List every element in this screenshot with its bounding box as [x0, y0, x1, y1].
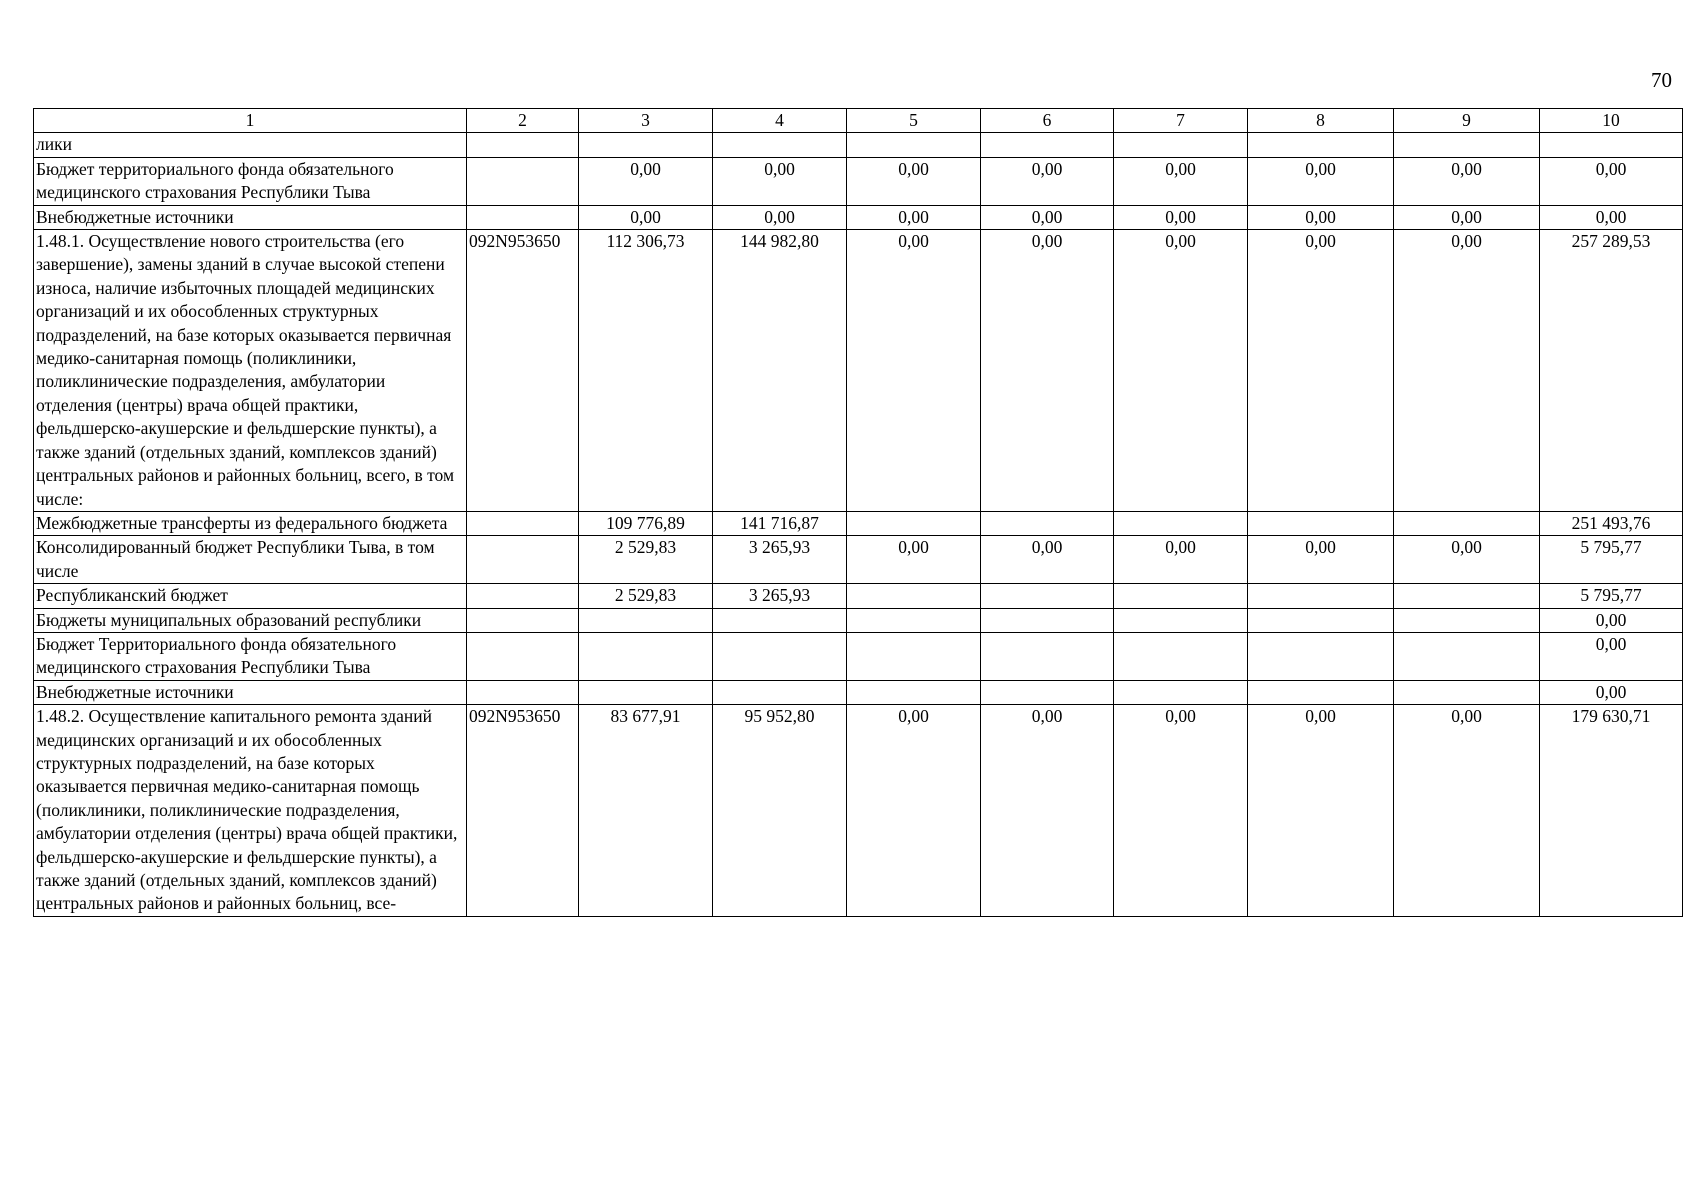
- row-value-cell: [579, 133, 713, 157]
- row-code-cell: [467, 608, 579, 632]
- row-value-cell: 0,00: [1248, 230, 1394, 512]
- table-row: [34, 205, 1683, 229]
- column-header-8: 8: [1248, 109, 1394, 133]
- row-name-cell: Внебюджетные источники: [34, 680, 467, 704]
- row-name-cell: Республиканский бюджет: [34, 584, 467, 608]
- table-row: [34, 680, 1683, 704]
- column-header-2: 2: [467, 109, 579, 133]
- column-header-7: 7: [1114, 109, 1248, 133]
- row-value-cell: 5 795,77: [1540, 536, 1683, 584]
- row-value-cell: [1394, 680, 1540, 704]
- table-row: [34, 536, 1683, 584]
- row-code-cell: [467, 584, 579, 608]
- table-row: [34, 632, 1683, 680]
- column-header-10: 10: [1540, 109, 1683, 133]
- row-value-cell: 0,00: [1114, 705, 1248, 917]
- row-code-cell: 092N953650: [467, 705, 579, 917]
- row-value-cell: 0,00: [1394, 205, 1540, 229]
- column-header-3: 3: [579, 109, 713, 133]
- row-value-cell: [1114, 584, 1248, 608]
- row-value-cell: [1394, 511, 1540, 535]
- page-number: 70: [1651, 68, 1672, 92]
- row-value-cell: [1248, 608, 1394, 632]
- row-value-cell: [847, 680, 981, 704]
- table-row: [34, 157, 1683, 205]
- row-value-cell: [847, 632, 981, 680]
- row-name-cell: Бюджеты муниципальных образований республики: [34, 608, 467, 632]
- table-row: [34, 511, 1683, 535]
- row-value-cell: [713, 133, 847, 157]
- row-code-cell: [467, 133, 579, 157]
- row-value-cell: 0,00: [1540, 632, 1683, 680]
- column-header-4: 4: [713, 109, 847, 133]
- row-value-cell: [1248, 511, 1394, 535]
- row-code-cell: 092N953650: [467, 230, 579, 512]
- column-header-6: 6: [981, 109, 1114, 133]
- row-value-cell: 251 493,76: [1540, 511, 1683, 535]
- row-value-cell: 0,00: [713, 205, 847, 229]
- row-value-cell: 0,00: [1114, 230, 1248, 512]
- row-value-cell: 0,00: [1540, 157, 1683, 205]
- table-row: [34, 705, 1683, 917]
- row-value-cell: 0,00: [579, 157, 713, 205]
- row-value-cell: 0,00: [847, 536, 981, 584]
- row-value-cell: 0,00: [1248, 205, 1394, 229]
- row-value-cell: 83 677,91: [579, 705, 713, 917]
- row-value-cell: [1248, 133, 1394, 157]
- row-value-cell: [847, 584, 981, 608]
- row-value-cell: 0,00: [847, 705, 981, 917]
- row-code-cell: [467, 680, 579, 704]
- row-value-cell: 141 716,87: [713, 511, 847, 535]
- row-value-cell: [713, 632, 847, 680]
- row-value-cell: 3 265,93: [713, 536, 847, 584]
- row-value-cell: [981, 511, 1114, 535]
- row-value-cell: [981, 632, 1114, 680]
- row-value-cell: 0,00: [1540, 680, 1683, 704]
- row-value-cell: [1540, 133, 1683, 157]
- row-value-cell: [579, 632, 713, 680]
- row-value-cell: [981, 608, 1114, 632]
- row-code-cell: [467, 205, 579, 229]
- row-value-cell: 2 529,83: [579, 584, 713, 608]
- row-value-cell: 109 776,89: [579, 511, 713, 535]
- row-value-cell: 0,00: [1248, 536, 1394, 584]
- row-value-cell: 0,00: [847, 205, 981, 229]
- budget-table: [33, 108, 1683, 917]
- row-value-cell: 0,00: [1540, 608, 1683, 632]
- row-value-cell: [713, 680, 847, 704]
- row-value-cell: [1394, 584, 1540, 608]
- row-value-cell: [1114, 632, 1248, 680]
- row-name-cell: Бюджет Территориального фонда обязательного медицинского страхования Республики Тыва: [34, 632, 467, 680]
- row-value-cell: [1394, 608, 1540, 632]
- row-value-cell: 0,00: [1114, 536, 1248, 584]
- row-value-cell: [1114, 133, 1248, 157]
- row-value-cell: 0,00: [1114, 157, 1248, 205]
- row-value-cell: 5 795,77: [1540, 584, 1683, 608]
- row-value-cell: 0,00: [981, 705, 1114, 917]
- row-value-cell: 0,00: [1394, 230, 1540, 512]
- row-value-cell: [1114, 608, 1248, 632]
- table-row: [34, 133, 1683, 157]
- row-value-cell: 0,00: [981, 157, 1114, 205]
- row-value-cell: [579, 608, 713, 632]
- row-name-cell: 1.48.1. Осуществление нового строительства (его завершение), замены зданий в случае высокой степени износа, наличие избыточных площадей медицинских организаций и их обособленных структурных подразделений, на базе которых оказывается первичная медико-санитарная помощь (поликлиники, поликлинические подразделения, амбулатории отделения (центры) врача общей практики, фельдшерско-акушерские и фельдшерские пункты), а также зданий (отдельных зданий, комплексов зданий) центральных районов и районных больниц, всего, в том числе:: [34, 230, 467, 512]
- row-name-cell: лики: [34, 133, 467, 157]
- row-value-cell: 2 529,83: [579, 536, 713, 584]
- column-header-5: 5: [847, 109, 981, 133]
- row-value-cell: 144 982,80: [713, 230, 847, 512]
- row-code-cell: [467, 511, 579, 535]
- table-header-row: [34, 109, 1683, 133]
- row-value-cell: 0,00: [1248, 705, 1394, 917]
- row-value-cell: 0,00: [981, 205, 1114, 229]
- row-code-cell: [467, 632, 579, 680]
- row-value-cell: 3 265,93: [713, 584, 847, 608]
- row-value-cell: 0,00: [713, 157, 847, 205]
- row-value-cell: [579, 680, 713, 704]
- row-value-cell: [1394, 632, 1540, 680]
- row-value-cell: [1248, 584, 1394, 608]
- row-name-cell: Внебюджетные источники: [34, 205, 467, 229]
- row-value-cell: 112 306,73: [579, 230, 713, 512]
- table-body: [34, 109, 1683, 917]
- row-value-cell: [981, 584, 1114, 608]
- row-name-cell: Межбюджетные трансферты из федерального бюджета: [34, 511, 467, 535]
- row-code-cell: [467, 157, 579, 205]
- row-value-cell: [1248, 680, 1394, 704]
- column-header-1: 1: [34, 109, 467, 133]
- row-value-cell: [981, 133, 1114, 157]
- row-value-cell: 179 630,71: [1540, 705, 1683, 917]
- row-value-cell: [981, 680, 1114, 704]
- row-value-cell: 0,00: [1114, 205, 1248, 229]
- row-value-cell: [1248, 632, 1394, 680]
- row-value-cell: 0,00: [981, 536, 1114, 584]
- row-value-cell: 0,00: [579, 205, 713, 229]
- row-value-cell: 0,00: [1540, 205, 1683, 229]
- row-value-cell: 0,00: [981, 230, 1114, 512]
- row-name-cell: Бюджет территориального фонда обязательного медицинского страхования Республики Тыва: [34, 157, 467, 205]
- row-value-cell: 0,00: [847, 157, 981, 205]
- row-name-cell: 1.48.2. Осуществление капитального ремонта зданий медицинских организаций и их обособленных структурных подразделений, на базе которых оказывается первичная медико-санитарная помощь (поликлиники, поликлинические подразделения, амбулатории отделения (центры) врача общей практики, фельдшерско-акушерские и фельдшерские пункты), а также зданий (отдельных зданий, комплексов зданий) центральных районов и районных больниц, все-: [34, 705, 467, 917]
- row-name-cell: Консолидированный бюджет Республики Тыва, в том числе: [34, 536, 467, 584]
- row-value-cell: 0,00: [1394, 536, 1540, 584]
- row-value-cell: 0,00: [847, 230, 981, 512]
- row-value-cell: 0,00: [1394, 705, 1540, 917]
- row-value-cell: [1394, 133, 1540, 157]
- row-value-cell: 0,00: [1394, 157, 1540, 205]
- table-row: [34, 584, 1683, 608]
- row-value-cell: [847, 608, 981, 632]
- row-value-cell: 95 952,80: [713, 705, 847, 917]
- row-value-cell: [847, 133, 981, 157]
- row-value-cell: [1114, 680, 1248, 704]
- table-row: [34, 608, 1683, 632]
- row-value-cell: 257 289,53: [1540, 230, 1683, 512]
- row-value-cell: 0,00: [1248, 157, 1394, 205]
- row-code-cell: [467, 536, 579, 584]
- row-value-cell: [1114, 511, 1248, 535]
- row-value-cell: [847, 511, 981, 535]
- row-value-cell: [713, 608, 847, 632]
- table-row: [34, 230, 1683, 512]
- column-header-9: 9: [1394, 109, 1540, 133]
